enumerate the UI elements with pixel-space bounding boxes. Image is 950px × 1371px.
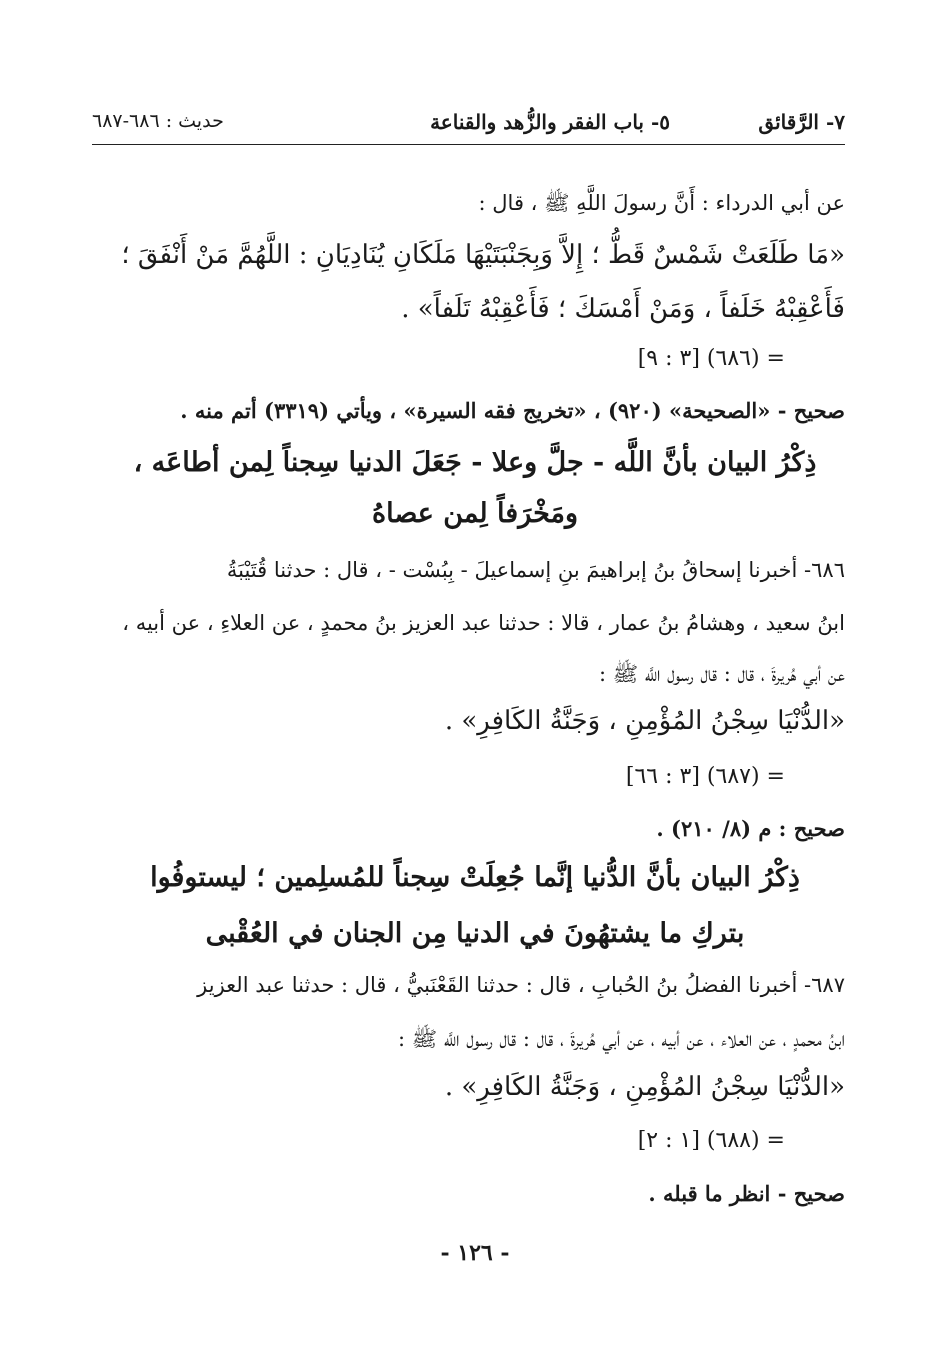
isnad-line-1: ٦٨٦- أخبرنا إسحاقُ بنُ إبراهيمَ بنِ إسماعيلَ - بِبُسْت - ، قال : حدثنا قُتَيْبَةُ	[226, 558, 845, 582]
isnad-line-1: ٦٨٧- أخبرنا الفضلُ بنُ الحُبابِ ، قال : حدثنا القَعْنَبيُّ ، قال : حدثنا عبد العزيز	[197, 973, 845, 997]
isnad-line-2: ابنُ محمدٍ ، عن العلاء ، عن أبيه ، عن أبي هُريرةَ ، قال : قال رسول اللَّه ﷺ :	[398, 1027, 845, 1051]
section-title: ٥- باب الفقر والزُّهد والقناعة	[430, 110, 670, 134]
hadith-intro: عن أبي الدرداء : أَنَّ رسولَ اللَّهِ ﷺ ، قال :	[478, 191, 845, 215]
hadith-text-line-2: فَأَعْقِبْهُ خَلَفاً ، وَمَنْ أَمْسَكَ ؛ فَأَعْقِبْهُ تَلَفاً» .	[401, 294, 845, 324]
running-header	[92, 104, 845, 145]
hadith-text: «الدُّنْيَا سِجْنُ المُؤْمِنِ ، وَجَنَّةُ الكَافِرِ» .	[444, 706, 845, 736]
hadith-text-line-1: «مَا طَلَعَتْ شَمْسٌ قَطُّ ؛ إِلاَّ وَبِجَنْبَتَيْهَا مَلَكَانِ يُنَادِيَانِ : اللَّهُمَّ مَنْ أَنْفَقَ ؛	[121, 240, 845, 270]
hadith-range: حديث : ٦٨٦-٦٨٧	[92, 110, 224, 132]
chapter-heading-line-2: بتركِ ما يشتهُونَ في الدنيا مِن الجنان في العُقْبى	[205, 918, 745, 949]
cross-reference: = (٦٨٧) [٣ : ٦٦]	[625, 764, 785, 789]
cross-reference: = (٦٨٦) [٣ : ٩]	[637, 346, 785, 371]
chapter-heading-line-1: ذِكْرُ البيان بأنَّ الدُّنيا إنَّما جُعِلَتْ سِجناً للمُسلِمين ؛ ليستوفُوا	[150, 862, 800, 893]
isnad-line-2: ابنُ سعيد ، وهشامُ بنُ عمار ، قالا : حدثنا عبد العزيز بنُ محمدٍ ، عن العلاءِ ، عن أبيه ،	[122, 611, 845, 635]
isnad-line-3: عن أبي هُريرةَ ، قال : قال رسول اللَّه ﷺ :	[598, 662, 845, 686]
chapter-title: ٧- الرَّقائق	[758, 110, 845, 134]
grading-note: صحيح - «الصحيحة» (٩٢٠) ، «تخريج فقه السيرة» ، ويأتي (٣٣١٩) أتم منه .	[180, 398, 845, 423]
cross-reference: = (٦٨٨) [١ : ٢]	[637, 1128, 785, 1153]
page-number: - ١٢٦ -	[440, 1240, 510, 1266]
grading-note: صحيح : م (٨/ ٢١٠) .	[656, 816, 845, 841]
grading-note: صحيح - انظر ما قبله .	[648, 1181, 845, 1206]
chapter-heading-line-1: ذِكْرُ البيان بأنَّ اللَّه - جلَّ وعلا - جَعَلَ الدنيا سِجناً لِمن أطاعَه ،	[133, 447, 817, 478]
chapter-heading-line-2: ومَخْرَفاً لِمن عصاهُ	[371, 498, 579, 529]
hadith-text: «الدُّنْيَا سِجْنُ المُؤْمِنِ ، وَجَنَّةُ الكَافِرِ» .	[444, 1072, 845, 1102]
